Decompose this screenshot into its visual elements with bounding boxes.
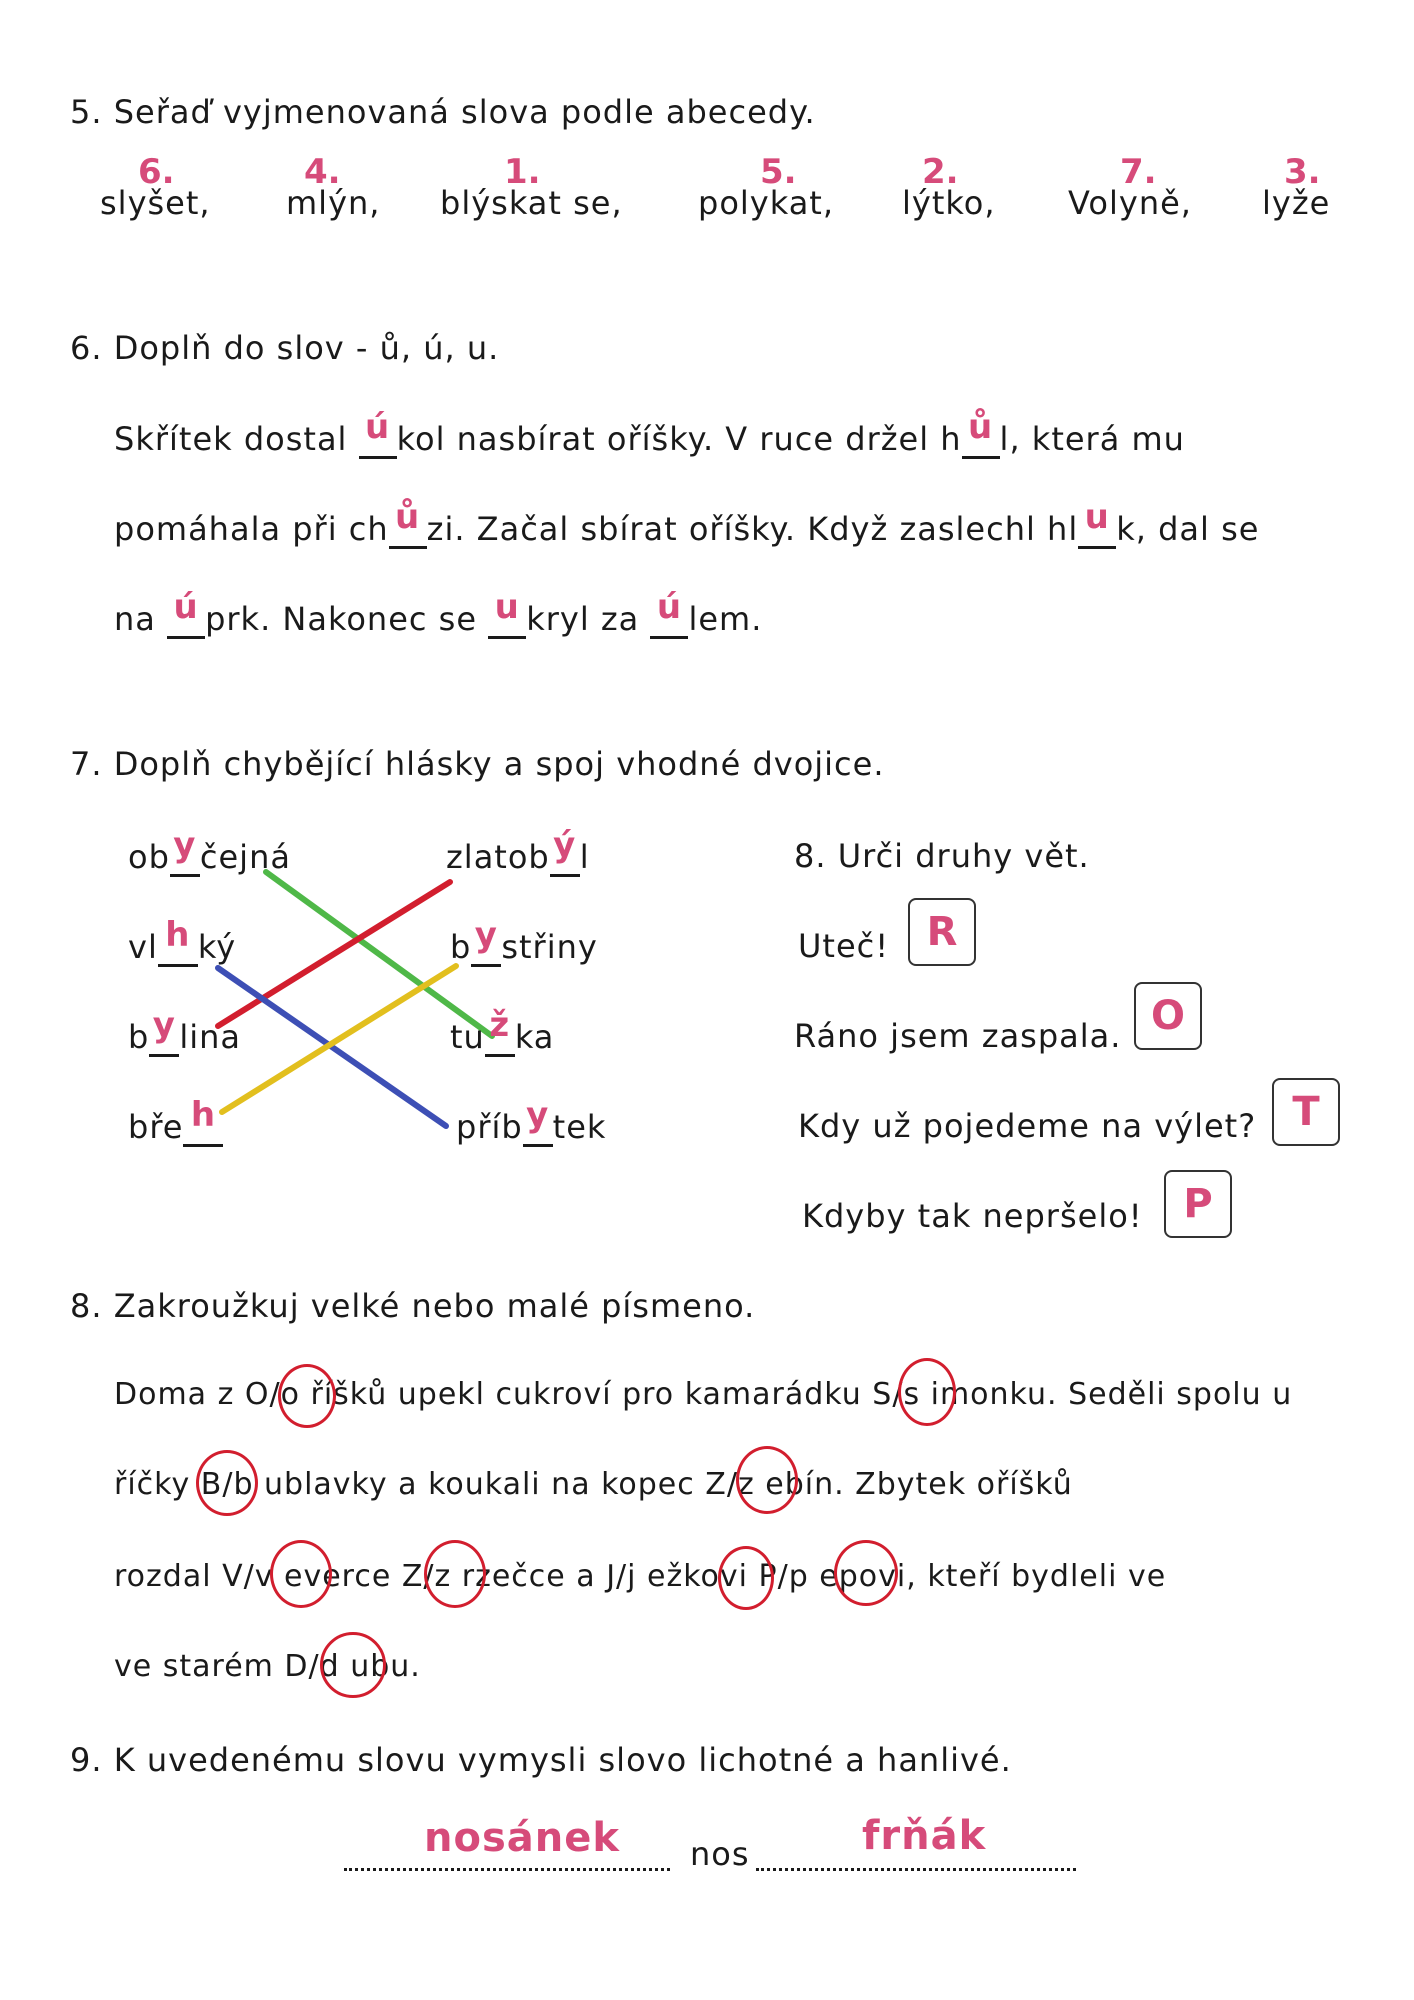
match-line-4 xyxy=(222,966,456,1112)
answer: h xyxy=(165,915,191,955)
right-word xyxy=(456,1095,607,1147)
order-number: 5. xyxy=(760,152,797,192)
text-segment: lina xyxy=(179,1018,241,1056)
sentence: Kdy už pojedeme na výlet? xyxy=(798,1107,1257,1145)
fill-blank xyxy=(523,1095,553,1147)
word-item: lýtko, xyxy=(902,184,996,222)
answer-circle xyxy=(270,1540,332,1608)
text-segment: b xyxy=(450,928,472,966)
answer: u xyxy=(494,587,520,627)
text-segment: ka xyxy=(514,1018,555,1056)
task9-heading: 9. K uvedenému slovu vymysli slovo lichotné a hanlivé. xyxy=(70,1741,1012,1779)
task5-heading: 5. Seřaď vyjmenovaná slova podle abecedy. xyxy=(70,93,816,131)
task8a-heading: 8. Urči druhy vět. xyxy=(794,837,1090,875)
text-segment: pomáhala při ch xyxy=(114,510,389,548)
right-word xyxy=(450,1005,555,1057)
pejorative-answer: frňák xyxy=(862,1813,987,1859)
text-segment: k, dal se xyxy=(1116,510,1260,548)
text-segment: střiny xyxy=(501,928,598,966)
answer: y xyxy=(173,825,197,865)
task8b-line: Doma z O/o říšků upekl cukroví pro kamarádku S/s imonku. Seděli spolu u xyxy=(114,1377,1293,1412)
left-word xyxy=(128,1005,241,1057)
sentence: Uteč! xyxy=(798,927,890,965)
text-segment: b xyxy=(128,1018,150,1056)
answer: y xyxy=(474,915,498,955)
answer: y xyxy=(526,1095,550,1135)
answer: ú xyxy=(173,587,199,627)
answer: ú xyxy=(656,587,683,627)
text-segment: prk. Nakonec se xyxy=(205,600,478,638)
order-number: 2. xyxy=(922,152,959,192)
text-segment: l xyxy=(579,838,590,876)
task8b-line: ve starém D/d ubu. xyxy=(114,1649,421,1684)
answer: ů xyxy=(395,497,421,537)
answer-line xyxy=(756,1868,1076,1871)
order-number: 4. xyxy=(304,152,341,192)
answer-box: R xyxy=(908,898,976,966)
text-segment: příb xyxy=(456,1108,523,1146)
answer-circle xyxy=(834,1540,898,1606)
task8b-line: rozdal V/v everce Z/z rzečce a J/j ežkovi P/p epovi, kteří bydleli ve xyxy=(114,1559,1167,1594)
task8b-heading: 8. Zakroužkuj velké nebo malé písmeno. xyxy=(70,1287,756,1325)
answer-circle xyxy=(424,1540,486,1608)
fill-blank xyxy=(170,825,200,877)
text-segment: tu xyxy=(450,1018,485,1056)
word-item: lyže xyxy=(1262,184,1331,222)
answer-circle xyxy=(320,1632,386,1698)
text-segment: bře xyxy=(128,1108,184,1146)
task7-heading: 7. Doplň chybějící hlásky a spoj vhodné dvojice. xyxy=(70,745,885,783)
answer-box: T xyxy=(1272,1078,1340,1146)
sentence: Ráno jsem zaspala. xyxy=(794,1017,1122,1055)
flattering-answer: nosánek xyxy=(424,1815,620,1861)
answer-circle xyxy=(718,1546,774,1610)
order-number: 1. xyxy=(504,152,541,192)
text-segment: kryl za xyxy=(526,600,640,638)
word-item: Volyně, xyxy=(1068,184,1192,222)
text-segment: čejná xyxy=(199,838,291,876)
task8b-line: říčky B/b ublavky a koukali na kopec Z/z ebín. Zbytek oříšků xyxy=(114,1467,1073,1502)
answer-circle xyxy=(196,1450,258,1516)
left-word xyxy=(128,825,291,877)
fill-blank xyxy=(183,1095,223,1147)
fill-blank xyxy=(485,1005,515,1057)
answer: h xyxy=(190,1095,217,1135)
fill-blank xyxy=(471,915,501,967)
answer: ú xyxy=(365,407,391,447)
answer: u xyxy=(1084,497,1110,537)
answer: ý xyxy=(553,825,577,865)
right-word xyxy=(446,825,590,877)
base-word: nos xyxy=(690,1835,750,1873)
word-item: slyšet, xyxy=(100,184,211,222)
task6-heading: 6. Doplň do slov - ů, ú, u. xyxy=(70,329,500,367)
answer: ž xyxy=(489,1005,511,1045)
answer-circle xyxy=(736,1446,798,1514)
answer-circle xyxy=(898,1358,956,1426)
text-segment: tek xyxy=(552,1108,607,1146)
text-segment: zlatob xyxy=(446,838,550,876)
word-item: mlýn, xyxy=(286,184,381,222)
word-item: polykat, xyxy=(698,184,835,222)
answer: y xyxy=(152,1005,176,1045)
text-segment: ký xyxy=(197,928,237,966)
match-line-2 xyxy=(218,882,450,1026)
left-word xyxy=(128,915,237,967)
text-segment: zi. Začal sbírat oříšky. Když zaslechl hl xyxy=(426,510,1079,548)
text-segment: na xyxy=(114,600,156,638)
text-segment: Skřítek dostal xyxy=(114,420,348,458)
answer-circle xyxy=(278,1364,336,1428)
order-number: 3. xyxy=(1284,152,1321,192)
text-segment: lem. xyxy=(688,600,763,638)
answer-box: O xyxy=(1134,982,1202,1050)
right-word xyxy=(450,915,598,967)
fill-blank xyxy=(149,1005,179,1057)
sentence: Kdyby tak nepršelo! xyxy=(802,1197,1143,1235)
answer-line xyxy=(344,1868,670,1871)
word-item: blýskat se, xyxy=(440,184,623,222)
order-number: 6. xyxy=(138,152,175,192)
fill-blank xyxy=(550,825,580,877)
order-number: 7. xyxy=(1120,152,1157,192)
answer-box: P xyxy=(1164,1170,1232,1238)
text-segment: vl xyxy=(128,928,158,966)
fill-blank xyxy=(158,915,198,967)
answer: ů xyxy=(967,407,994,447)
text-segment: l, která mu xyxy=(999,420,1185,458)
left-word xyxy=(128,1095,223,1147)
text-segment: ob xyxy=(128,838,170,876)
text-segment: kol nasbírat oříšky. V ruce držel h xyxy=(396,420,962,458)
